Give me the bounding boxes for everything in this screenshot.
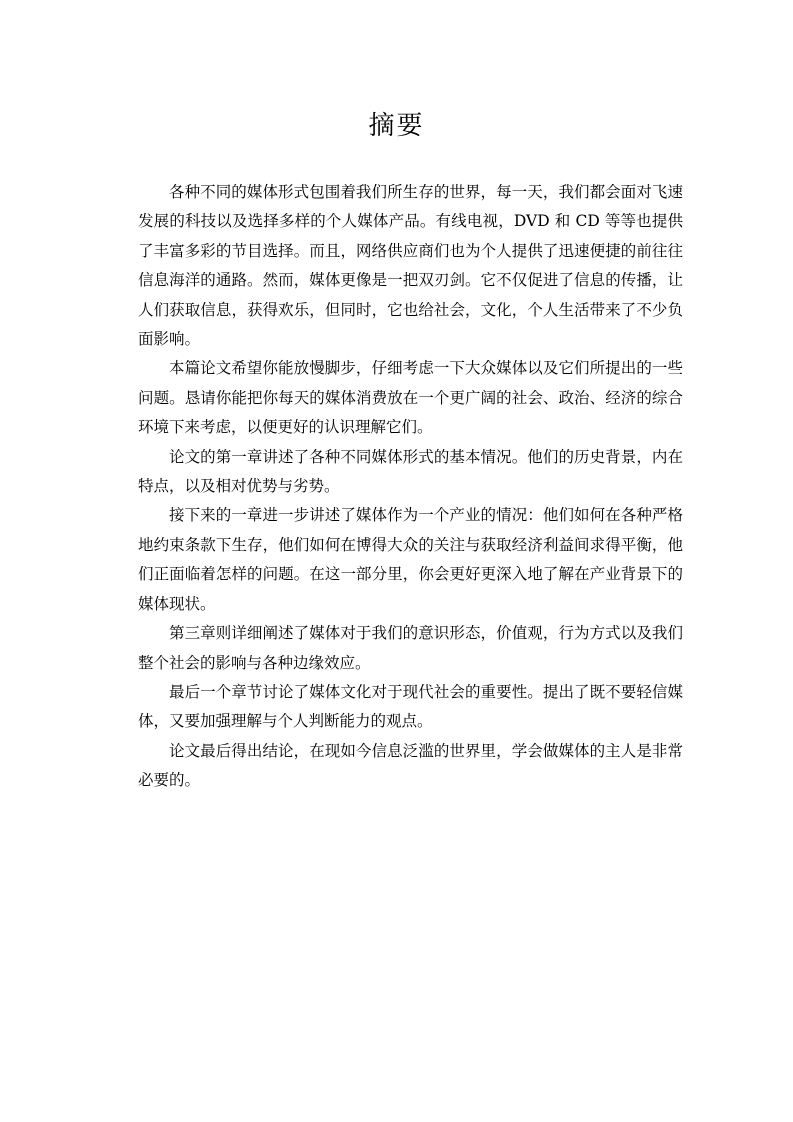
abstract-paragraph-6: 最后一个章节讨论了媒体文化对于现代社会的重要性。提出了既不要轻信媒体，又要加强理解与个人判断能力的观点。	[138, 682, 683, 731]
abstract-body	[138, 178, 683, 796]
page-title: 摘要	[368, 111, 425, 141]
abstract-paragraph-7: 论文最后得出结论，在现如今信息泛滥的世界里，学会做媒体的主人是非常必要的。	[138, 741, 683, 790]
abstract-paragraph-4: 接下来的一章进一步讲述了媒体作为一个产业的情况：他们如何在各种严格地约束条款下生存，他们如何在博得大众的关注与获取经济利益间求得平衡，他们正面临着怎样的问题。在这一部分里，你会更好更深入地了解在产业背景下的媒体现状。	[138, 506, 683, 613]
abstract-paragraph-1: 各种不同的媒体形式包围着我们所生存的世界，每一天，我们都会面对飞速发展的科技以及选择多样的个人媒体产品。有线电视，DVD 和 CD 等等也提供了丰富多彩的节目选择。而且，网络供应商们也为个人提供了迅速便捷的前往往信息海洋的通路。然而，媒体更像是一把双刃剑。它不仅促进了信息的传播，让人们获取信息，获得欢乐，但同时，它也给社会，文化，个人生活带来了不少负面影响。	[138, 183, 683, 349]
abstract-paragraph-2: 本篇论文希望你能放慢脚步，仔细考虑一下大众媒体以及它们所提出的一些问题。恳请你能把你每天的媒体消费放在一个更广阔的社会、政治、经济的综合环境下来考虑，以便更好的认识理解它们。	[138, 359, 683, 437]
abstract-paragraph-3: 论文的第一章讲述了各种不同媒体形式的基本情况。他们的历史背景，内在特点，以及相对优势与劣势。	[138, 447, 683, 496]
abstract-paragraph-5: 第三章则详细阐述了媒体对于我们的意识形态，价值观，行为方式以及我们整个社会的影响与各种边缘效应。	[138, 624, 683, 672]
